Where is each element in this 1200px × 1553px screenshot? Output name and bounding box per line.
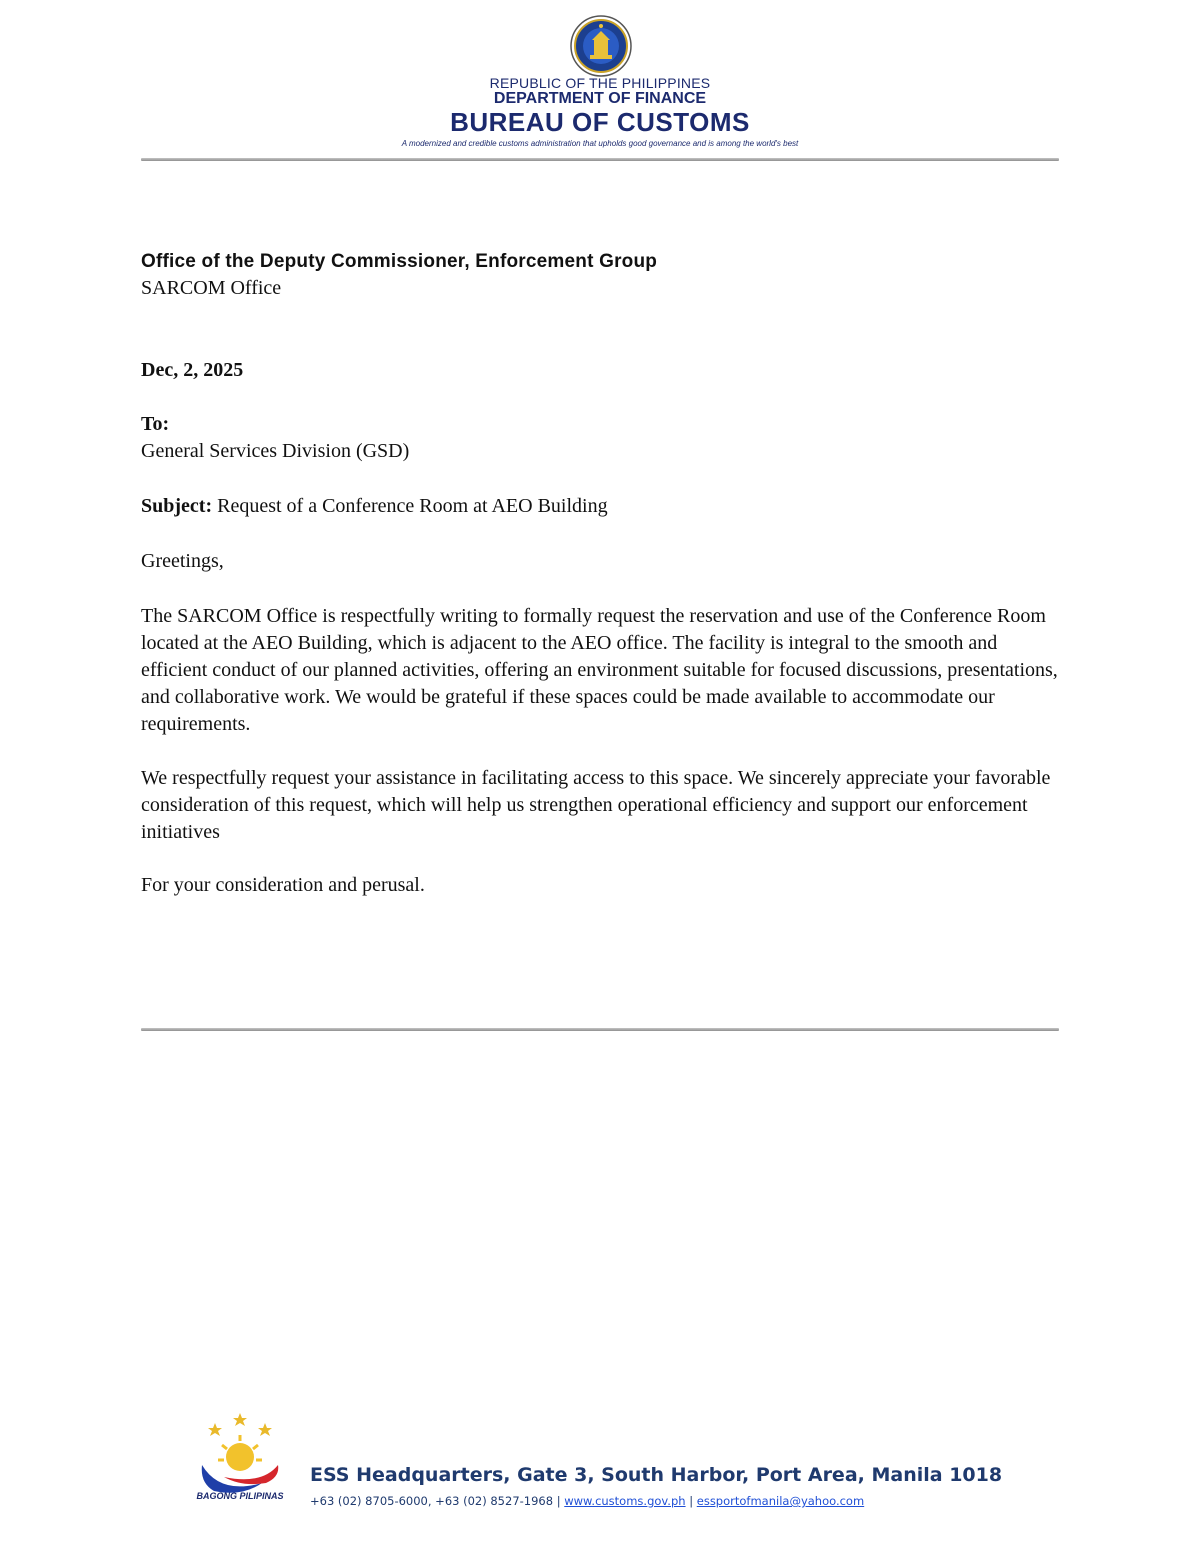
recipient-label: To: [141,413,170,435]
footer-address: ESS Headquarters, Gate 3, South Harbor, Port Area, Manila 1018 [310,1464,1003,1486]
closing-line: For your consideration and perusal. [141,874,425,896]
body-paragraph-1: The SARCOM Office is respectfully writing to formally request the reservation and use of the Conference Room located at the AEO Building, which is adjacent to the AEO office. The facility is integral to the smooth and efficient conduct of our planned activities, offering an environment suitable for focused discussions, presentations, and collaborative work. We would be grateful if these spaces could be made available to accommodate our requirements. [141,605,1058,735]
footer-logo-text: BAGONG PILIPINAS [196,1491,284,1501]
subject-text: Request of a Conference Room at AEO Building [217,495,608,517]
footer-phones: +63 (02) 8705-6000, +63 (02) 8527-1968 [310,1494,554,1508]
footer-separator: | [556,1494,561,1508]
republic-heading: REPUBLIC OF THE PHILIPPINES [489,75,711,91]
email-link[interactable]: essportofmanila@yahoo.com [696,1494,865,1508]
footer-contact [310,1494,864,1508]
header-divider [141,158,1059,161]
website-link[interactable]: www.customs.gov.ph [564,1494,686,1508]
body-paragraph-2: We respectfully request your assistance in facilitating access to this space. We sincerely appreciate your favorable consideration of this request, which will help us strengthen operational efficiency and support our enforcement initiatives [141,767,1051,843]
footer-divider [141,1028,1059,1031]
office-name: Office of the Deputy Commissioner, Enforcement Group [141,251,658,272]
letterhead [0,0,1200,170]
office-subtitle: SARCOM Office [141,277,282,299]
greeting: Greetings, [141,550,224,572]
bureau-heading: BUREAU OF CUSTOMS [450,107,750,137]
subject-line [141,495,608,518]
department-heading: DEPARTMENT OF FINANCE [493,90,707,107]
letter-date: Dec, 2, 2025 [141,359,244,381]
footer-separator: | [689,1494,694,1508]
bureau-tagline: A modernized and credible customs administration that upholds good governance and is among the world's best [401,139,799,148]
recipient-name: General Services Division (GSD) [141,440,410,462]
bureau-of-customs-seal-icon [570,15,632,77]
subject-label: Subject: [141,495,213,517]
